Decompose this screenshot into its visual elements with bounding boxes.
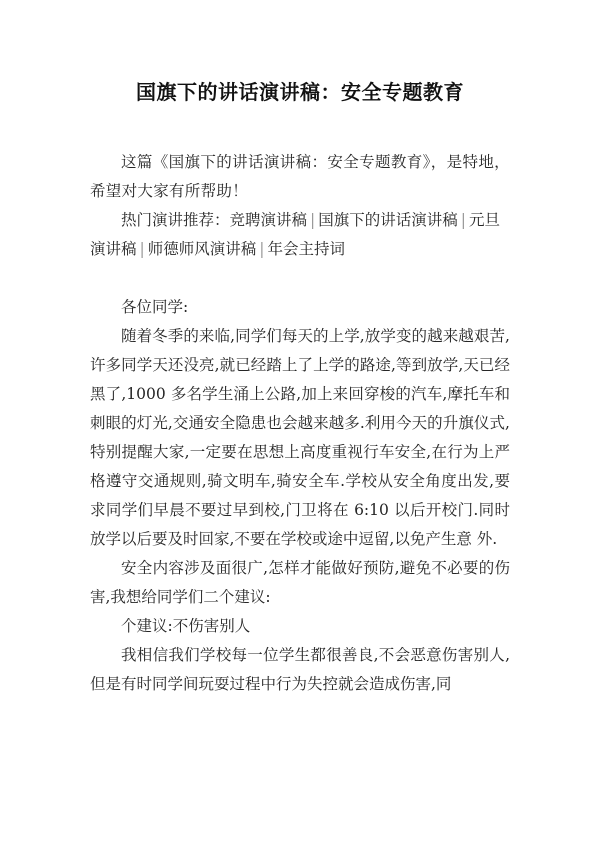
body-paragraph-2: 安全内容涉及面很广,怎样才能做好预防,避免不必要的伤害,我想给同学们二个建议: bbox=[90, 559, 510, 606]
recommend-link-5[interactable]: 年会主持词 bbox=[267, 240, 346, 258]
separator: | bbox=[259, 240, 265, 258]
page-title: 国旗下的讲话演讲稿：安全专题教育 bbox=[136, 80, 464, 104]
recommend-links bbox=[90, 206, 510, 264]
section-heading: 个建议:不伤害别人 bbox=[121, 617, 251, 635]
document-body bbox=[90, 148, 510, 699]
recommend-link-2[interactable]: 国旗下的讲话演讲稿 bbox=[318, 211, 458, 229]
spacer bbox=[90, 264, 510, 293]
separator: | bbox=[460, 211, 467, 229]
salutation: 各位同学: bbox=[121, 298, 189, 316]
separator: | bbox=[310, 211, 316, 229]
body-paragraph-1: 随着冬季的来临,同学们每天的上学,放学变的越来越艰苦,许多同学天还没亮,就已经踏上了上学的路途,等到放学,天已经黑了,1000 多名学生涌上公路,加上来回穿梭的汽车,摩托车和刺眼的灯光,交通安全隐患也会越来越多.利用今天的升旗仪式,特别提醒大家,一定要在思想上高度重视行车安全,在行为上严格遵守交通规则,骑文明车,骑安全车.学校从安全角度出发,要求同学们早晨不要过早到校,门卫将在 6:10 以后开校门.同时放学以后要及时回家,不要在学校或途中逗留,以免产生意 外. bbox=[90, 327, 510, 548]
recommend-link-1[interactable]: 竞聘演讲稿 bbox=[229, 211, 308, 229]
intro-paragraph: 这篇《国旗下的讲话演讲稿：安全专题教育》，是特地，希望对大家有所帮助！ bbox=[90, 153, 510, 200]
recommend-link-4[interactable]: 师德师风演讲稿 bbox=[147, 240, 257, 258]
recommend-label: 热门演讲推荐： bbox=[121, 211, 230, 229]
body-paragraph-3: 我相信我们学校每一位学生都很善良,不会恶意伤害别人,但是有时同学间玩耍过程中行为失控就会造成伤害,同 bbox=[90, 646, 510, 693]
separator: | bbox=[139, 240, 145, 258]
recommend-link-3[interactable]: 元旦演讲稿 bbox=[90, 211, 501, 258]
